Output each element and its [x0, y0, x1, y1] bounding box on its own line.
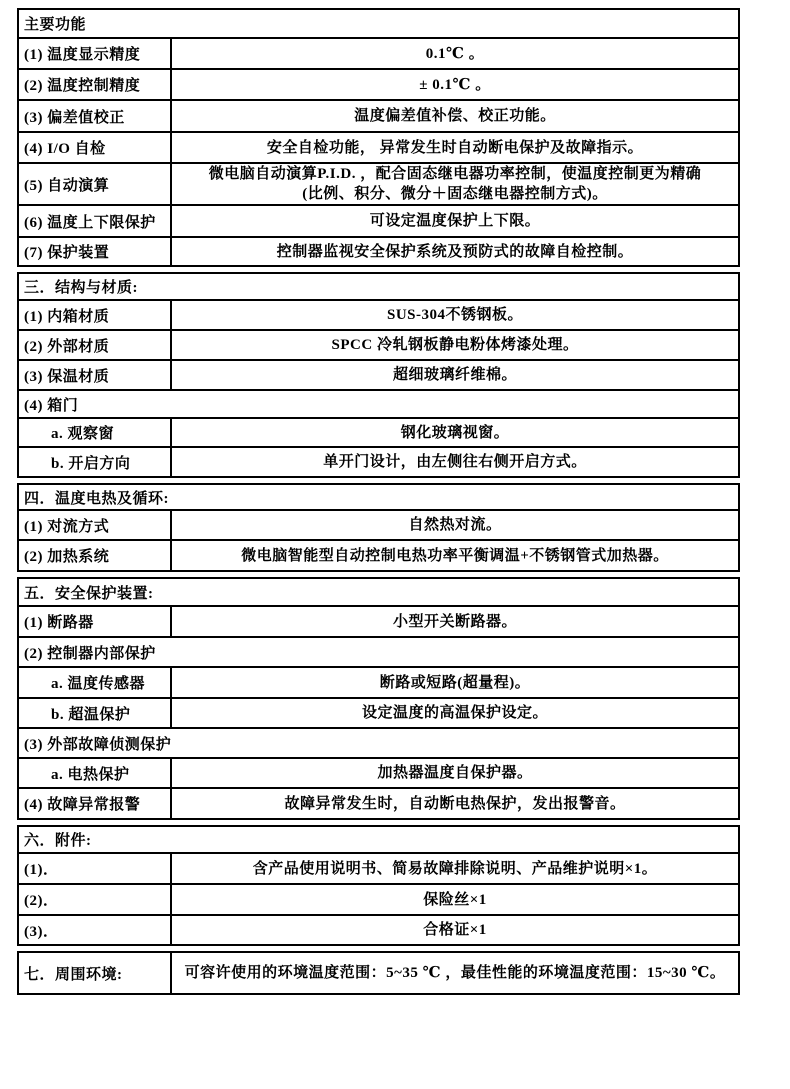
row-label: (2) 温度控制精度 [19, 70, 172, 99]
row-label: (3)． [19, 916, 172, 944]
row-label: (3) 保温材质 [19, 361, 172, 389]
table-row [19, 68, 738, 99]
table-row [19, 914, 738, 944]
section-row [19, 579, 738, 605]
row-value: 小型开关断路器。 [392, 613, 517, 630]
section-row [19, 727, 738, 757]
row-value-line: 微电脑自动演算P.I.D. ，配合固态继电器功率控制，使温度控制更为精确 [208, 166, 702, 182]
row-value: 安全自检功能， 异常发生时自动断电保护及故障指示。 [266, 139, 644, 156]
section-header: 三．结构与材质: [24, 280, 138, 296]
table-row [19, 605, 738, 636]
spec-block-accessories [17, 825, 740, 946]
spec-block-structure-materials [17, 272, 740, 478]
row-label: (1) 对流方式 [19, 511, 172, 539]
table-row [19, 131, 738, 162]
row-label: a. 观察窗 [19, 419, 172, 446]
row-label: (7) 保护装置 [19, 238, 172, 265]
row-value: 合格证×1 [423, 922, 487, 938]
section-row [19, 485, 738, 509]
table-row [19, 953, 738, 993]
row-label: (4) I/O 自检 [19, 133, 172, 162]
row-value-line: (比例、积分、微分＋固态继电器控制方式)。 [302, 186, 608, 202]
section-row [19, 636, 738, 666]
row-label: b. 开启方向 [19, 448, 172, 476]
row-value: 故障异常发生时，自动断电热保护，发出报警音。 [284, 795, 626, 812]
row-label: (2) 加热系统 [19, 541, 172, 570]
row-label: (1) 温度显示精度 [19, 39, 172, 68]
row-label: a. 温度传感器 [19, 668, 172, 697]
row-value: 可容许使用的环境温度范围：5~35 ℃ ，最佳性能的环境温度范围：15~30 ℃。 [184, 965, 726, 981]
spec-table [17, 8, 740, 1000]
row-label: (2) 外部材质 [19, 331, 172, 359]
section-header: (4) 箱门 [24, 397, 79, 414]
table-row [19, 299, 738, 329]
table-row [19, 446, 738, 476]
row-value: 控制器监视安全保护系统及预防式的故障自检控制。 [276, 243, 634, 260]
section-row [19, 389, 738, 417]
table-row [19, 697, 738, 727]
row-value: 保险丝×1 [423, 891, 487, 908]
table-row [19, 204, 738, 236]
section-row [19, 10, 738, 37]
row-label: (1)． [19, 854, 172, 883]
row-value: 微电脑智能型自动控制电热功率平衡调温+不锈钢管式加热器。 [241, 547, 669, 564]
row-value: 含产品使用说明书、简易故障排除说明、产品维护说明×1。 [252, 860, 658, 877]
table-row [19, 852, 738, 883]
row-label: (1) 内箱材质 [19, 301, 172, 329]
row-value: 加热器温度自保护器。 [377, 765, 533, 781]
table-row [19, 99, 738, 131]
table-row [19, 236, 738, 265]
row-value: 超细玻璃纤维棉。 [392, 367, 517, 383]
table-row [19, 757, 738, 787]
row-label: a. 电热保护 [19, 759, 172, 787]
row-value: 断路或短路(超量程)。 [379, 674, 531, 691]
section-header: (3) 外部故障侦测保护 [24, 736, 172, 753]
row-value: 钢化玻璃视窗。 [400, 424, 510, 441]
row-value: SUS-304不锈钢板。 [386, 307, 523, 323]
row-value: 设定温度的高温保护设定。 [361, 705, 548, 721]
spec-block-main-functions [17, 8, 740, 267]
table-row [19, 666, 738, 697]
row-label: (1) 断路器 [19, 607, 172, 636]
row-value: SPCC 冷轧钢板静电粉体烤漆处理。 [331, 337, 579, 353]
section-header: 主要功能 [24, 17, 87, 33]
row-value: 可设定温度保护上下限。 [369, 213, 541, 229]
table-row [19, 509, 738, 539]
table-row [19, 37, 738, 68]
table-row [19, 359, 738, 389]
spec-block-heating-circulation [17, 483, 740, 572]
section-row [19, 827, 738, 852]
table-row [19, 539, 738, 570]
row-label: (4) 故障异常报警 [19, 789, 172, 818]
section-header: (2) 控制器内部保护 [24, 645, 156, 662]
section-header: 六．附件: [24, 833, 92, 849]
row-value [172, 164, 738, 204]
section-header: 四．温度电热及循环: [24, 490, 169, 507]
section-header: 五．安全保护装置: [24, 585, 154, 602]
row-label: (6) 温度上下限保护 [19, 206, 172, 236]
spec-block-safety-protection [17, 577, 740, 820]
table-row [19, 329, 738, 359]
spec-block-ambient-environment [17, 951, 740, 995]
table-row [19, 883, 738, 914]
row-value: ± 0.1℃ 。 [419, 76, 491, 93]
section-row [19, 274, 738, 299]
row-label: 七．周围环境: [19, 953, 172, 993]
row-value: 温度偏差值补偿、校正功能。 [354, 108, 556, 124]
row-label: (3) 偏差值校正 [19, 101, 172, 131]
row-value: 单开门设计，由左侧往右侧开启方式。 [323, 454, 587, 470]
table-row [19, 787, 738, 818]
table-row [19, 162, 738, 204]
row-value: 自然热对流。 [408, 517, 502, 533]
row-label: (2)． [19, 885, 172, 914]
row-label: b. 超温保护 [19, 699, 172, 727]
row-value: 0.1℃ 。 [425, 45, 485, 62]
row-label: (5) 自动演算 [19, 164, 172, 204]
table-row [19, 417, 738, 446]
